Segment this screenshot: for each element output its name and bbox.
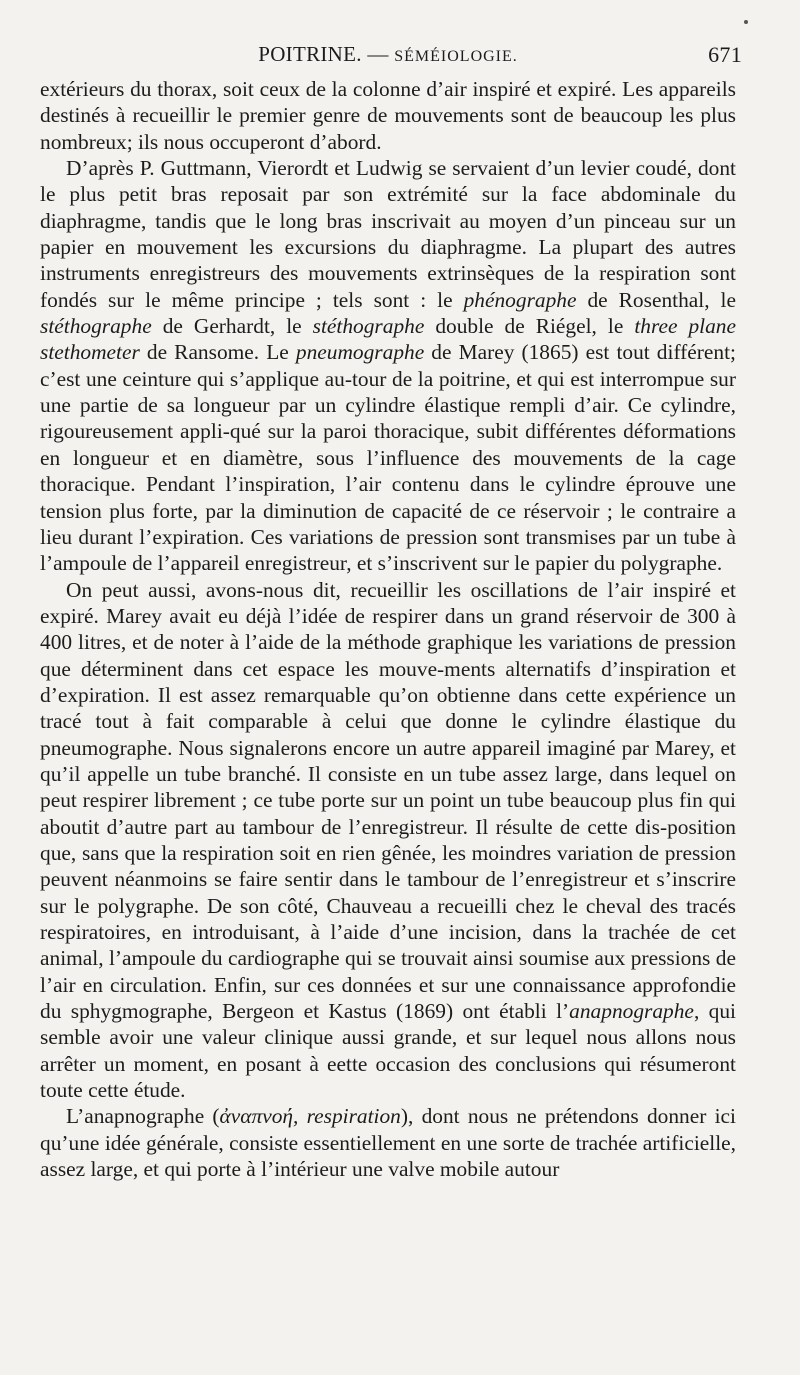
- text-run: double de Riégel, le: [424, 314, 635, 339]
- text-run: de Ransome. Le: [139, 340, 296, 365]
- page-number: 671: [708, 42, 742, 67]
- running-header: [40, 42, 742, 76]
- paragraph: [40, 155, 736, 577]
- italic-term: three plane stethometer: [40, 314, 736, 365]
- text-run: D’après P. Guttmann, Vierordt et Ludwig se servaient d’un levier coudé, dont le plus petit bras reposait par son extrémité sur la face abdominale du diaphragme, tandis que le long bras inscrivait au moyen d’un pinceau sur un papier en mouvement les excursions du diaphragme. La plupart des autres instruments enregistreurs des mouvements extrinsèques de la respiration sont fondés sur le même principe ; tels sont : le: [40, 156, 736, 312]
- section-title: POITRINE.: [258, 42, 362, 66]
- italic-term: phénographe: [463, 287, 577, 312]
- paragraph: [40, 577, 736, 1104]
- text-run: de Rosenthal, le: [576, 287, 736, 312]
- italic-term: anapnographe: [569, 999, 694, 1024]
- body-text: [40, 76, 736, 1182]
- text-run: L’anapnographe (: [66, 1104, 220, 1129]
- italic-term: stéthographe: [40, 314, 152, 339]
- text-run: de Gerhardt, le: [151, 314, 313, 339]
- italic-term: stéthographe: [312, 314, 425, 339]
- margin-speck: [744, 20, 748, 24]
- paragraph: [40, 76, 736, 155]
- paragraph: [40, 1103, 736, 1182]
- running-title: [40, 42, 736, 67]
- text-run: de Marey (1865) est tout différent; c’est une ceinture qui s’applique au-tour de la poitrine, et qui est interrompue sur une partie de sa longueur par un cylindre élastique rempli d’air. Ce cylindre, rigoureusement appli-qué sur la paroi thoracique, subit différentes déformations en longueur et en diamètre, sous l’influence des mouvements de la cage thoracique. Pendant l’inspiration, l’air contenu dans le cylindre éprouve une tension plus forte, par la diminution de capacité de ce réservoir ; le contraire a lieu durant l’expiration. Ces variations de pression sont transmises par un tube à l’ampoule de l’appareil enregistreur, et s’inscrivent sur le papier du polygraphe.: [40, 340, 736, 576]
- italic-term: pneumographe: [295, 340, 425, 365]
- title-dash: —: [361, 42, 395, 66]
- text-run: On peut aussi, avons-nous dit, recueillir les oscillations de l’air inspiré et expiré. Marey avait eu déjà l’idée de respirer dans un grand réservoir de 300 à 400 litres, et de noter à l’aide de la méthode graphique les variations de pression que déterminent dans cet espace les mouve-ments alternatifs d’inspiration et d’expiration. Il est assez remarquable qu’on obtienne dans cette expérience un tracé tout à fait comparable à celui que donne le cylindre élastique du pneumographe. Nous signalerons encore un autre appareil imaginé par Marey, et qu’il appelle un tube branché. Il consiste en un tube assez large, dans lequel on peut respirer librement ; ce tube porte sur un point un tube beaucoup plus fin qui aboutit d’autre part au tambour de l’enregistreur. Il résulte de cette dis-position que, sans que la respiration soit en rien gênée, les moindres variation de pression peuvent néanmoins se faire sentir dans le tambour de l’enregistreur et s’inscrire sur le polygraphe. De son côté, Chauveau a recueilli chez le cheval des tracés respiratoires, en introduisant, à l’aide d’une incision, dans la trachée de cet animal, l’ampoule du cardiographe qui se trouvait ainsi soumise aux pressions de l’air en circulation. Enfin, sur ces données et sur une connaissance approfondie du sphygmographe, Bergeon et Kastus (1869) ont établi l’: [40, 577, 736, 1024]
- subsection-title: SÉMÉIOLOGIE.: [394, 48, 518, 65]
- text-run: , qui semble avoir une valeur clinique aussi grande, et sur lequel nous allons nous arrêter un moment, en posant à eette occasion des conclusions qui résumeront toute cette étude.: [40, 999, 737, 1103]
- italic-term: ἀναπνοή, respiration: [219, 1104, 401, 1129]
- text-run: extérieurs du thorax, soit ceux de la colonne d’air inspiré et expiré. Les appareils destinés à recueillir le premier genre de mouvements sont de beaucoup les plus nombreux; ils nous occuperont d’abord.: [40, 77, 736, 154]
- text-run: ), dont nous ne prétendons donner ici qu’une idée générale, consiste essentiellement en une sorte de trachée artificielle, assez large, et qui porte à l’intérieur une valve mobile autour: [40, 1104, 736, 1182]
